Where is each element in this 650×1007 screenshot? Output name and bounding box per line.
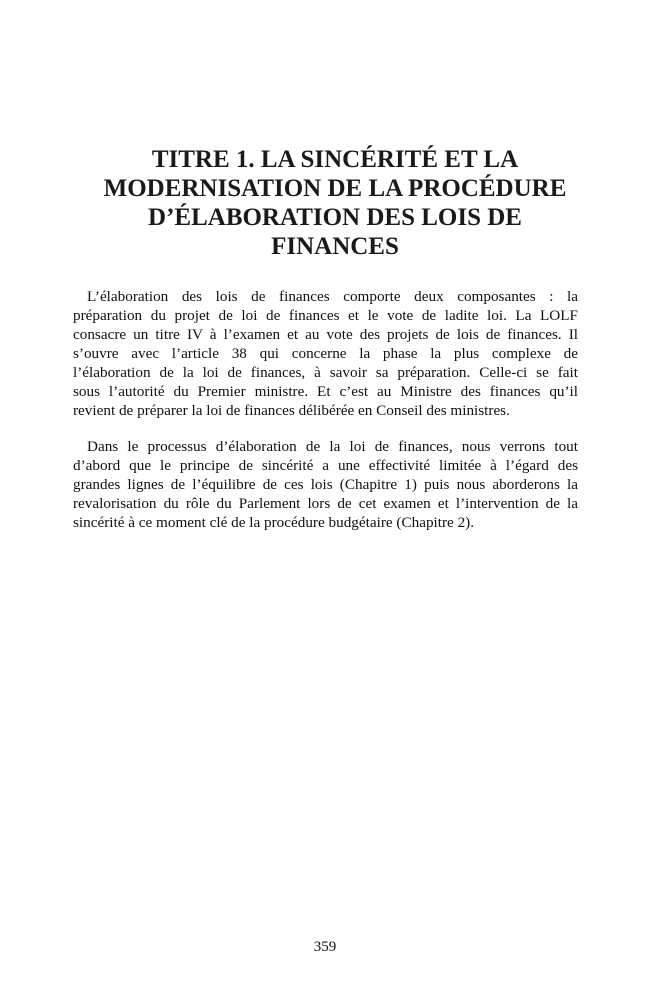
text-line: s’ouvre avec l’article 38 qui concerne la phase la plus complexe de xyxy=(73,345,578,362)
title-line: TITRE 1. LA SINCÉRITÉ ET LA xyxy=(151,146,519,173)
text-line: revient de préparer la loi de finances délibérée en Conseil des ministres. xyxy=(73,402,510,419)
text-line: préparation du projet de loi de finances et le vote de ladite loi. La LOLF xyxy=(73,307,578,324)
title-line: FINANCES xyxy=(271,233,399,260)
text-line: d’abord que le principe de sincérité a une effectivité limitée à l’égard des xyxy=(73,457,578,474)
title-line: MODERNISATION DE LA PROCÉDURE xyxy=(103,175,567,202)
page-title xyxy=(95,145,575,261)
paragraph-intro xyxy=(73,287,578,420)
text-line: sincérité à ce moment clé de la procédure budgétaire (Chapitre 2). xyxy=(73,514,475,531)
text-line: consacre un titre IV à l’examen et au vote des projets de lois de finances. Il xyxy=(73,326,578,343)
text-line: grandes lignes de l’équilibre de ces lois (Chapitre 1) puis nous aborderons la xyxy=(73,476,578,493)
text-line: Dans le processus d’élaboration de la loi de finances, nous verrons tout xyxy=(87,438,578,455)
page-number: 359 xyxy=(313,939,337,955)
text-line: revalorisation du rôle du Parlement lors de cet examen et l’intervention de la xyxy=(73,495,578,512)
text-line: L’élaboration des lois de finances comporte deux composantes : la xyxy=(87,288,578,305)
paragraph-plan xyxy=(73,437,578,532)
text-line: sous l’autorité du Premier ministre. Et c’est au Ministre des finances qu’il xyxy=(73,383,578,400)
title-line: D’ÉLABORATION DES LOIS DE xyxy=(148,204,522,231)
text-line: l’élaboration de la loi de finances, à savoir sa préparation. Celle-ci se fait xyxy=(73,364,578,381)
